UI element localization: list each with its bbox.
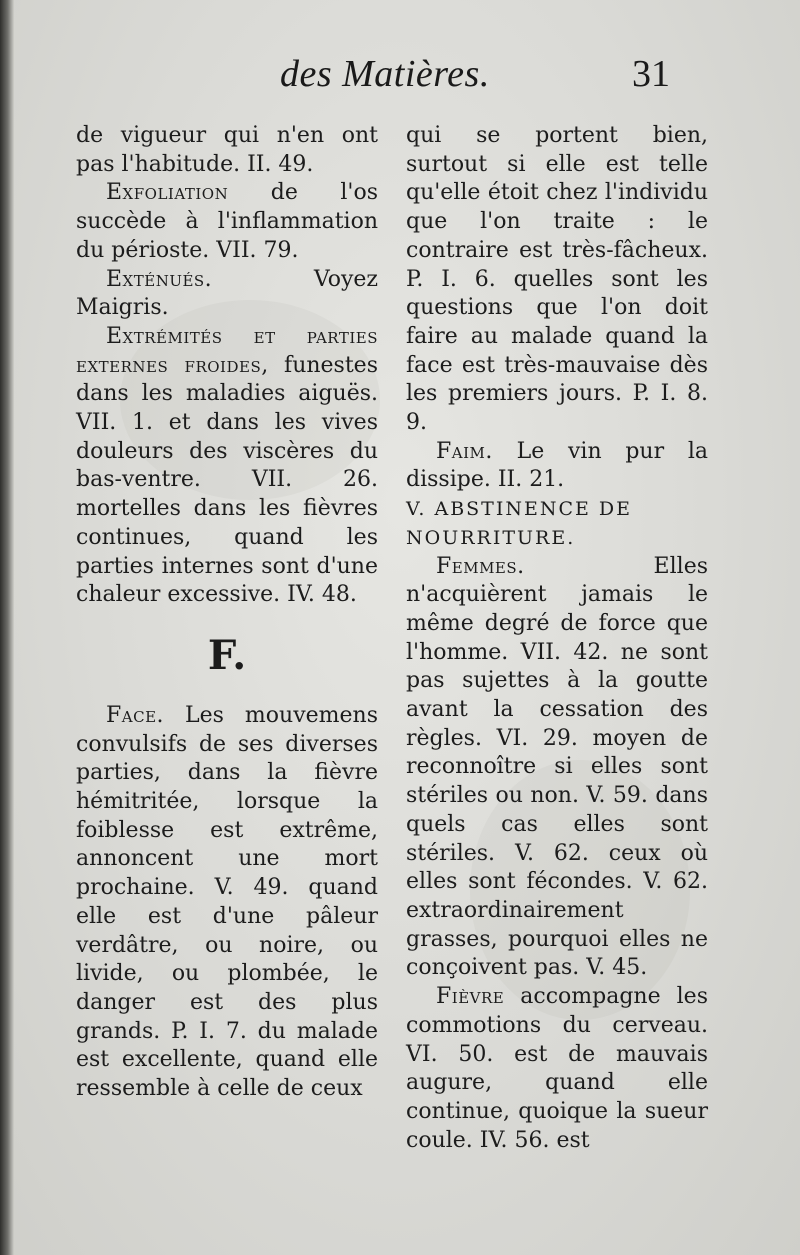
entry-headword: Fièvre: [436, 984, 505, 1010]
entry-text: de l'os succède à l'inflammation du périoste. VII. 79.: [76, 180, 378, 263]
entry-text: qui se portent bien, surtout si elle est telle qu'elle étoit chez l'individu que l'on traite : le contraire est très-fâcheux. P. I. 6. quelles sont les questions que l'on doit faire au malade quand la face est très-mauvaise dès les premiers jours. P. I. 8. 9.: [406, 123, 708, 436]
index-entry: [76, 122, 378, 179]
entry-headword: Exfoliation: [106, 180, 229, 206]
entry-text: Voyez Maigris.: [76, 266, 378, 321]
left-column: [76, 122, 378, 1104]
index-entry: [76, 179, 378, 265]
entry-text: Elles n'acquièrent jamais le même degré de force que l'homme. VII. 42. ne sont pas sujettes à la goutte avant la cessation des règles. VI. 29. moyen de reconnoître si elles sont stériles ou non. V. 59. dans quels cas elles sont stériles. V. 62. ceux où elles sont fécondes. V. 62. extraordinairement grasses, pourquoi elles ne conçoivent pas. V. 45.: [406, 553, 708, 981]
index-entry: [406, 983, 708, 1155]
entry-text: , funestes dans les maladies aiguës. VII. 1. et dans les vives douleurs des viscères du bas-ventre. VII. 26. mortelles dans les fièvres continues, quand les parties internes sont d'une chaleur excessive. IV. 48.: [76, 352, 378, 608]
entry-text: accompagne les commotions du cerveau. VI. 50. est de mauvais augure, quand elle continue, quoique la sueur coule. IV. 56. est: [406, 984, 708, 1153]
running-title: des Matières.: [280, 53, 490, 95]
index-entry: [406, 553, 708, 984]
page-number: 31: [632, 53, 670, 95]
cross-reference: V. ABSTINENCE DE NOURRITURE.: [406, 498, 633, 549]
section-letter-heading: F.: [207, 631, 247, 679]
index-entry: [76, 266, 378, 323]
index-entry: [76, 702, 378, 1104]
entry-headword: Exténués.: [106, 266, 213, 292]
entry-headword: Faim.: [436, 438, 493, 464]
entry-text: Le vin pur la dissipe. II. 21.: [406, 438, 708, 493]
page-edge-shadow: [0, 0, 14, 1255]
index-entry: [406, 122, 708, 438]
entry-headword: Femmes.: [436, 553, 525, 579]
entry-headword: Face.: [106, 702, 165, 728]
index-entry: [406, 438, 708, 495]
entry-text: de vigueur qui n'en ont pas l'habitude. II. 49.: [76, 123, 378, 177]
right-column: [406, 122, 708, 1155]
index-entry: [76, 323, 378, 610]
entry-headword: Extrémités et parties externes froides: [76, 323, 378, 378]
entry-text: Les mouvemens convulsifs de ses diverses parties, dans la fièvre hémitritée, lorsque la foiblesse est extrême, annoncent une mort prochaine. V. 49. quand elle est d'une pâleur verdâtre, ou noire, ou livide, ou plombée, le danger est des plus grands. P. I. 7. du malade est excellente, quand elle ressemble à celle de ceux: [76, 702, 378, 1102]
page-header: [0, 52, 800, 112]
